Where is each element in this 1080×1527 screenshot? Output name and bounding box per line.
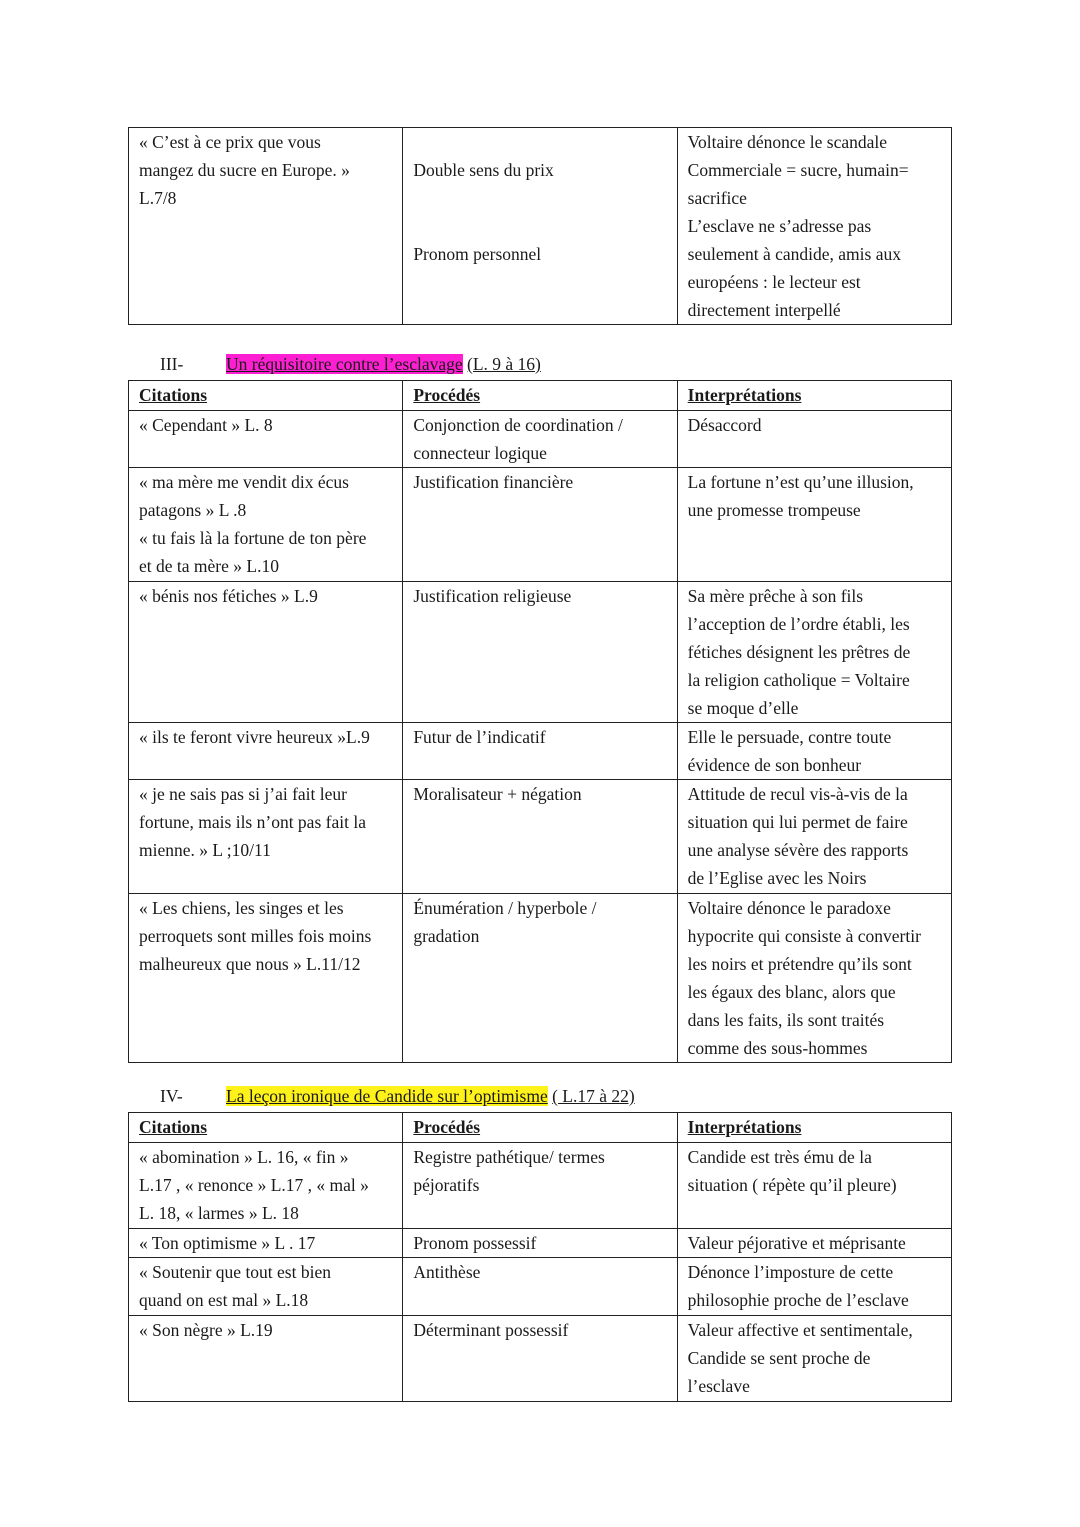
cell-line: Moralisateur + négation [413,784,582,804]
interpretation-cell [677,582,951,723]
cell-line: « Ton optimisme » L . 17 [139,1233,316,1253]
cell-line: Candide se sent proche de [687,1348,871,1368]
cell-line: philosophie proche de l’esclave [687,1290,909,1310]
section-3-number: III- [160,354,184,374]
interpretation-cell [677,128,951,325]
cell-line: l’acception de l’ordre établi, les [687,614,910,634]
interpretation-cell [677,723,951,780]
interpretation-cell [677,1143,951,1229]
cell-line: Voltaire dénonce le scandale [687,132,888,152]
cell-line: Pronom possessif [413,1233,537,1253]
table-row [129,582,952,723]
section-3-heading [160,350,541,378]
cell-line: se moque d’elle [687,698,799,718]
column-header: Procédés [403,381,677,411]
cell-line: péjoratifs [413,1175,480,1195]
cell-line: Futur de l’indicatif [413,727,546,747]
cell-line [413,128,668,156]
cell-line: « abomination » L. 16, « fin » [139,1147,349,1167]
cell-line: Sa mère prêche à son fils [687,586,864,606]
cell-line: « tu fais là la fortune de ton père [139,528,367,548]
cell-line: une promesse trompeuse [687,500,861,520]
cell-line: « C’est à ce prix que vous [139,132,321,152]
cell-line: Voltaire dénonce le paradoxe [687,898,891,918]
cell-line: « ils te feront vivre heureux »L.9 [139,727,370,747]
citation-cell [129,468,403,582]
cell-line: L.7/8 [139,188,177,208]
cell-line: les égaux des blanc, alors que [687,982,896,1002]
table-row [129,1258,952,1316]
cell-line: La fortune n’est qu’une illusion, [687,472,914,492]
cell-line [413,184,668,212]
cell-line: malheureux que nous » L.11/12 [139,954,361,974]
table-section-4 [128,1112,952,1402]
section-3-title: Un réquisitoire contre l’esclavage [226,354,463,374]
cell-line: Justification religieuse [413,586,572,606]
cell-line: mangez du sucre en Europe. » [139,160,350,180]
section-4-title: La leçon ironique de Candide sur l’optimisme [226,1086,548,1106]
cell-line: Attitude de recul vis-à-vis de la [687,784,908,804]
cell-line: Justification financière [413,472,574,492]
table-row [129,1229,952,1258]
cell-line: Énumération / hyperbole / [413,898,597,918]
cell-line: européens : le lecteur est [687,272,861,292]
cell-line: Valeur péjorative et méprisante [687,1233,906,1253]
citation-cell [129,894,403,1063]
cell-line: « Cependant » L. 8 [139,415,273,435]
column-header: Procédés [403,1113,677,1143]
procede-cell [403,411,677,468]
cell-line: Double sens du prix [413,160,554,180]
cell-line: Candide est très ému de la [687,1147,872,1167]
cell-line: L. 18, « larmes » L. 18 [139,1203,299,1223]
cell-line: la religion catholique = Voltaire [687,670,910,690]
citation-cell [129,411,403,468]
procede-cell [403,723,677,780]
table-row [129,780,952,894]
cell-line: Commerciale = sucre, humain= [687,160,909,180]
cell-line: Elle le persuade, contre toute [687,727,892,747]
cell-line: Valeur affective et sentimentale, [687,1320,913,1340]
cell-line: Désaccord [687,415,762,435]
cell-line: l’esclave [687,1376,750,1396]
cell-line: seulement à candide, amis aux [687,244,901,264]
cell-line: directement interpellé [687,300,841,320]
citation-cell [129,1143,403,1229]
procede-cell [403,1316,677,1402]
cell-line: Conjonction de coordination / [413,415,623,435]
cell-line: fétiches désignent les prêtres de [687,642,911,662]
cell-line: L’esclave ne s’adresse pas [687,216,872,236]
procede-cell [403,128,677,325]
table-row [129,1316,952,1402]
procede-cell [403,780,677,894]
interpretation-cell [677,1229,951,1258]
column-header: Citations [129,381,403,411]
cell-line: fortune, mais ils n’ont pas fait la [139,812,366,832]
interpretation-cell [677,1316,951,1402]
cell-line: Déterminant possessif [413,1320,569,1340]
cell-line: perroquets sont milles fois moins [139,926,372,946]
cell-line: et de ta mère » L.10 [139,556,279,576]
cell-line: dans les faits, ils sont traités [687,1010,885,1030]
section-4-heading [160,1082,635,1110]
table-header-row [129,381,952,411]
cell-line: les noirs et prétendre qu’ils sont [687,954,912,974]
interpretation-cell [677,894,951,1063]
citation-cell [129,1316,403,1402]
table-previous-section [128,127,952,325]
citation-cell [129,723,403,780]
citation-cell [129,582,403,723]
cell-line: « je ne sais pas si j’ai fait leur [139,784,347,804]
cell-line: connecteur logique [413,443,547,463]
cell-line: « Son nègre » L.19 [139,1320,273,1340]
section-4-range: ( L.17 à 22) [552,1086,635,1106]
table-row [129,894,952,1063]
procede-cell [403,1258,677,1316]
cell-line: situation ( répète qu’il pleure) [687,1175,897,1195]
cell-line: évidence de son bonheur [687,755,862,775]
citation-cell [129,1258,403,1316]
column-header: Interprétations [677,1113,951,1143]
interpretation-cell [677,468,951,582]
table-row [129,723,952,780]
cell-line: « Les chiens, les singes et les [139,898,344,918]
procede-cell [403,1143,677,1229]
cell-line: « bénis nos fétiches » L.9 [139,586,318,606]
column-header: Interprétations [677,381,951,411]
cell-line: comme des sous-hommes [687,1038,868,1058]
cell-line: « ma mère me vendit dix écus [139,472,349,492]
cell-line: Dénonce l’imposture de cette [687,1262,894,1282]
procede-cell [403,1229,677,1258]
table-row [129,411,952,468]
cell-line: gradation [413,926,480,946]
citation-cell [129,1229,403,1258]
cell-line: patagons » L .8 [139,500,247,520]
interpretation-cell [677,780,951,894]
table-header-row [129,1113,952,1143]
column-header: Citations [129,1113,403,1143]
cell-line: Pronom personnel [413,244,542,264]
interpretation-cell [677,411,951,468]
table-row [129,468,952,582]
cell-line: mienne. » L ;10/11 [139,840,271,860]
cell-line: Antithèse [413,1262,481,1282]
section-4-number: IV- [160,1086,183,1106]
section-3-range: (L. 9 à 16) [467,354,541,374]
cell-line: hypocrite qui consiste à convertir [687,926,921,946]
cell-line: situation qui lui permet de faire [687,812,908,832]
table-row [129,128,952,325]
cell-line: L.17 , « renonce » L.17 , « mal » [139,1175,369,1195]
cell-line: quand on est mal » L.18 [139,1290,309,1310]
citation-cell [129,128,403,325]
interpretation-cell [677,1258,951,1316]
cell-line: de l’Eglise avec les Noirs [687,868,867,888]
procede-cell [403,468,677,582]
cell-line [413,212,668,240]
citation-cell [129,780,403,894]
cell-line: une analyse sévère des rapports [687,840,909,860]
cell-line: sacrifice [687,188,747,208]
procede-cell [403,582,677,723]
cell-line: Registre pathétique/ termes [413,1147,605,1167]
table-section-3 [128,380,952,1063]
procede-cell [403,894,677,1063]
table-row [129,1143,952,1229]
cell-line: « Soutenir que tout est bien [139,1262,331,1282]
